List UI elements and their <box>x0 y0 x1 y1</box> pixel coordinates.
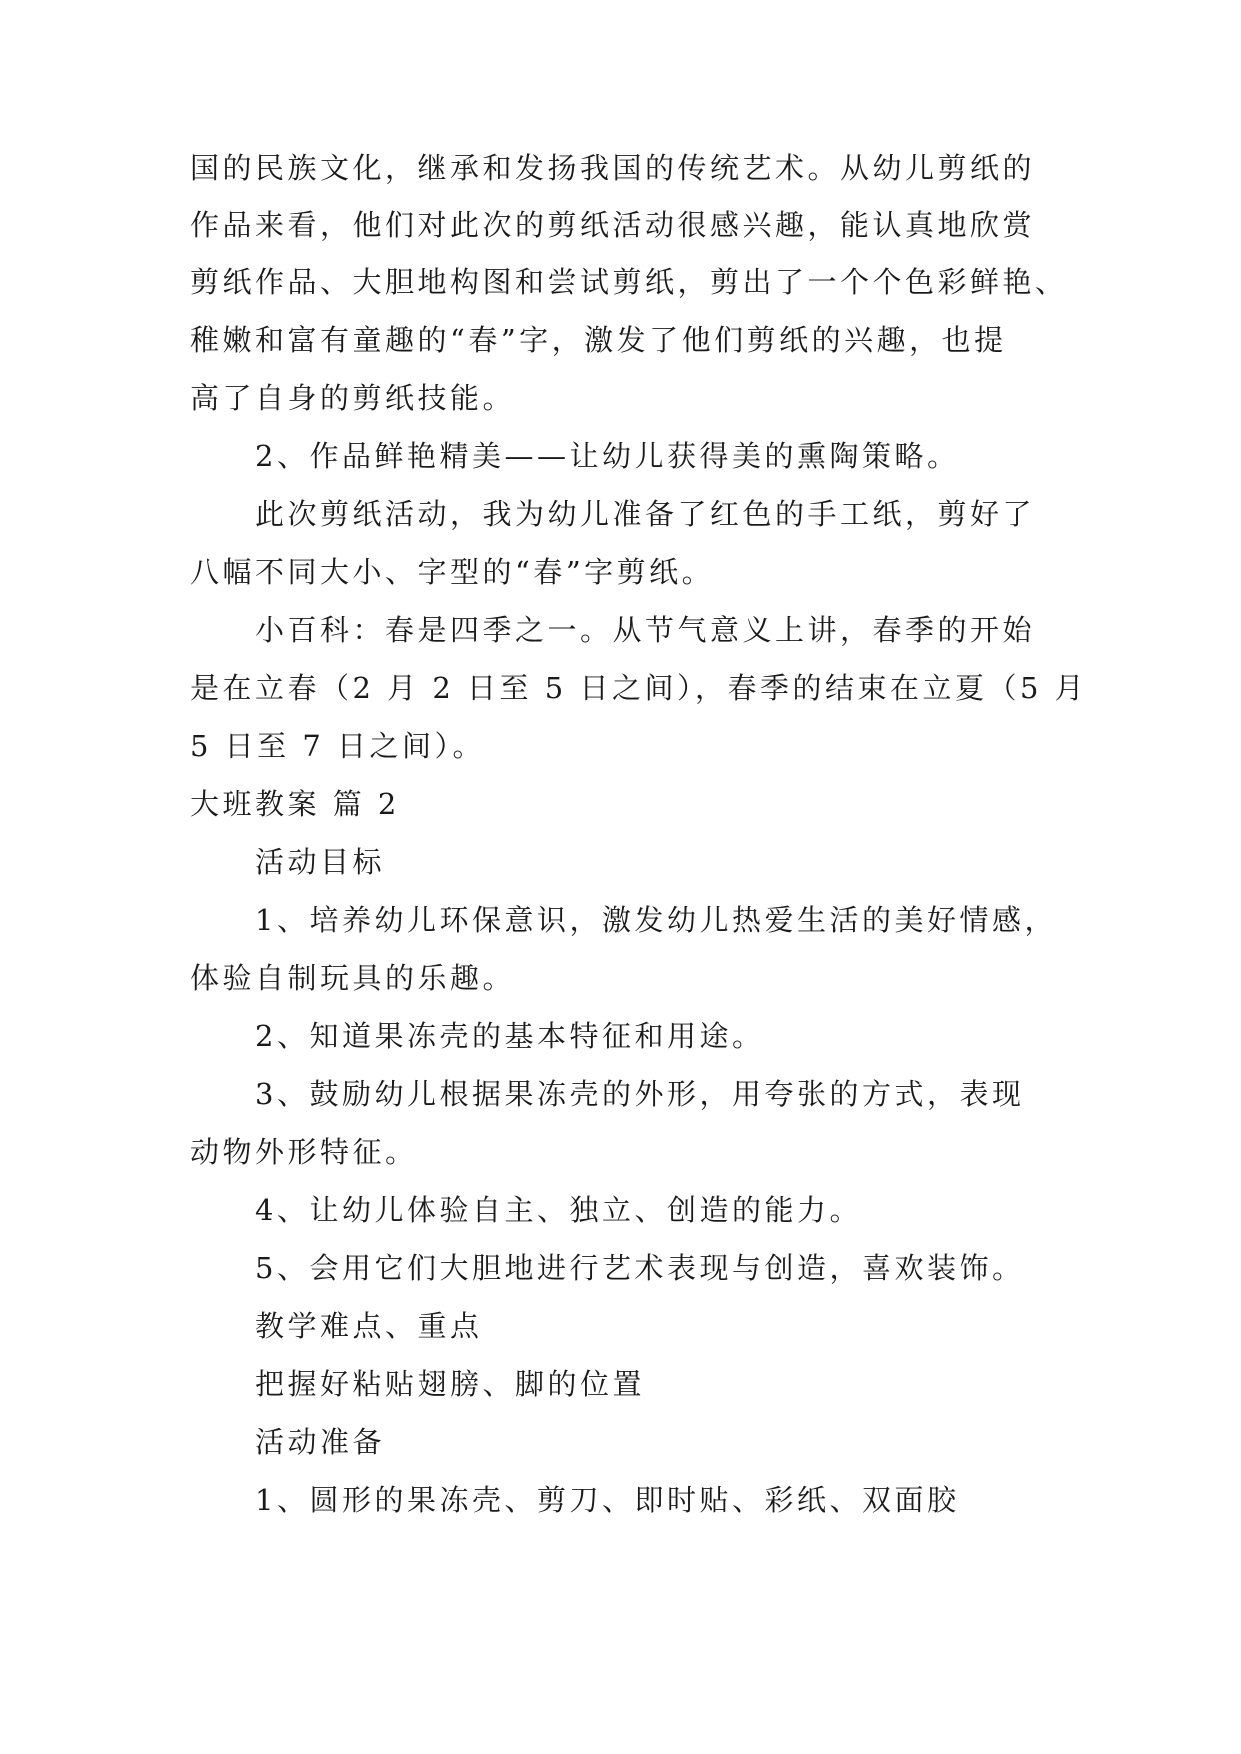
paragraph-line: 是在立春（2 月 2 日至 5 日之间），春季的结束在立夏（5 月 <box>190 671 1088 705</box>
paragraph-line: 稚嫩和富有童趣的“春”字，激发了他们剪纸的兴趣，也提 <box>190 323 1007 357</box>
subheading-difficulties: 教学难点、重点 <box>255 1309 483 1343</box>
list-item: 2、知道果冻壳的基本特征和用途。 <box>255 1019 765 1053</box>
paragraph-line: 八幅不同大小、字型的“春”字剪纸。 <box>190 555 715 589</box>
list-item: 4、让幼儿体验自主、独立、创造的能力。 <box>255 1193 862 1227</box>
paragraph-line: 作品来看，他们对此次的剪纸活动很感兴趣，能认真地欣赏 <box>190 208 1036 242</box>
section-title: 大班教案 篇 2 <box>190 787 400 821</box>
list-item: 3、鼓励幼儿根据果冻壳的外形，用夸张的方式，表现 <box>255 1077 1025 1111</box>
paragraph-line: 剪纸作品、大胆地构图和尝试剪纸，剪出了一个个色彩鲜艳、 <box>190 265 1068 299</box>
paragraph-line: 5 日至 7 日之间）。 <box>190 729 486 763</box>
list-item: 1、培养幼儿环保意识，激发幼儿热爱生活的美好情感， <box>255 903 1057 937</box>
encyclopedia-note: 小百科：春是四季之一。从节气意义上讲，春季的开始 <box>255 613 1036 647</box>
subheading-preparation: 活动准备 <box>255 1425 386 1459</box>
paragraph-line: 把握好粘贴翅膀、脚的位置 <box>255 1367 646 1401</box>
subheading-goals: 活动目标 <box>255 845 386 879</box>
paragraph-line: 高了自身的剪纸技能。 <box>190 381 516 415</box>
list-item: 1、圆形的果冻壳、剪刀、即时贴、彩纸、双面胶 <box>255 1483 960 1517</box>
list-item: 5、会用它们大胆地进行艺术表现与创造，喜欢装饰。 <box>255 1251 1025 1285</box>
paragraph-line: 体验自制玩具的乐趣。 <box>190 961 516 995</box>
strategy-heading: 2、作品鲜艳精美——让幼儿获得美的熏陶策略。 <box>255 439 960 473</box>
paragraph-line: 此次剪纸活动，我为幼儿准备了红色的手工纸，剪好了 <box>255 497 1036 531</box>
paragraph-line: 国的民族文化，继承和发扬我国的传统艺术。从幼儿剪纸的 <box>190 151 1036 185</box>
paragraph-line: 动物外形特征。 <box>190 1135 418 1169</box>
